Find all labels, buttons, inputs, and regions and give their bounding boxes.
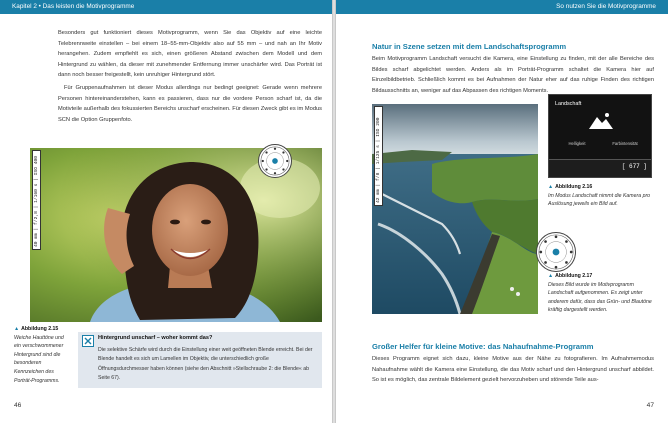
caption-title: ▲ Abbildung 2.17 [548,273,593,279]
caption-text: Weiche Hauttöne und ein verschwommener Hintergrund sind die besonderen Kennzeichen des Porträt-Programms. [14,334,64,384]
paragraph: Für Gruppenaufnahmen ist dieser Modus allerdings nur bedingt geeignet: Gerade wenn mehrere Personen hintereinanderstehen, kann es passieren, dass nur die vordere Person scharf ist, da die Motivteile außerhalb des fokussierten Bereichs unscharf erscheinen. Für diesen Zweck gibt es im Modus SCN die Option Gruppenfoto. [58,84,322,123]
left-body-text [58,28,322,125]
running-head-left: Kapitel 2 • Das leisten die Motivprogramme [0,0,332,14]
right-page [336,0,668,423]
page-number-right: 47 [646,402,654,409]
lcd-shot-count: [ 677 ] [621,163,647,170]
camera-lcd-screen [548,94,652,178]
figure-caption-2-17 [548,272,652,315]
macro-paragraph: Dieses Programm eignet sich dazu, kleine Motive aus der Nähe zu fotografieren. Im Aufnahmemodus Nahaufnahme wählt die Kamera eine Einstellung, die das Motiv scharf und den Hintergrund unscharf abbildet. So ist es möglich, das zentrale Bildelement gezielt hervorzuheben und störende Teile aus- [372,356,654,384]
info-box-text: Die selektive Schärfe wird durch die Einstellung einer weit geöffneten Blende erreicht. Bei der Blende handelt es sich um Lamellen im Objektiv, die unterschiedlich große Öffnungsdurchmesser haben können (siehe den Abschnitt »Stellschraube 2: die Blende« ab Seite 67). [98,347,313,382]
info-tip-icon [82,334,94,346]
caption-title: ▲ Abbildung 2.15 [14,326,59,332]
caption-triangle-icon: ▲ [548,273,554,279]
figure-caption-2-15 [14,325,70,385]
running-head-right: So nutzen Sie die Motivprogramme [336,0,668,14]
landscape-paragraph: Beim Motivprogramm Landschaft versucht die Kamera, eine Einstellung zu finden, mit der alle Bereiche des Bildes scharf abgelichtet werden. Anders als im Porträt-Programm schaltet die Kamera hier auf Einzelbildbetrieb. Schließlich kommt es bei Aufnahmen der Natur eher auf das ruhige Finden des richtigen Bildausschnitts an, weniger auf das Abpassen des richtigen Moments. [372,56,654,94]
paragraph: Besonders gut funktioniert dieses Motivprogramm, wenn Sie das Objektiv auf eine leichte Telebrennweite einstellen – bei einem 18–55-mm-Objektiv also auf 55 mm – und nah an Ihr Motiv herangehen. Zudem empfiehlt es sich, einen größeren Abstand zwischen dem Modell und dem Hintergrund zu wählen, da dieser mit zunehmender Entfernung immer unschärfer wird. Das Porträt ist dann noch besser freigestellt, kein unruhiger Hintergrund stört. [58,30,322,79]
lcd-mode-title: Landschaft [555,101,582,107]
caption-text: Im Modus Landschaft nimmt die Kamera pro Auslösung jeweils ein Bild auf. [548,192,651,208]
section-heading-landscape: Natur in Szene setzen mit dem Landschaftsprogramm [372,42,567,51]
caption-text: Dieses Bild wurde im Motivprogramm Landschaft aufgenommen. Es zeigt unter anderem dafür, dass das Grün- und Blautöne kräftig dargestellt werden. [548,281,652,314]
photo-exif-label: 40 mm | f/2,8 | 1/160 s | ISO 400 [32,150,41,250]
landscape-icon [589,111,613,129]
caption-triangle-icon: ▲ [548,184,554,190]
caption-title: ▲ Abbildung 2.16 [548,184,593,190]
info-box [78,332,322,388]
lcd-option-brightness: Helligkeit [568,141,586,146]
landscape-exif-label: 42 mm | f/8 | 1/125 s | ISO 200 [374,106,383,206]
lcd-option-saturation: Farbintensität [612,141,638,146]
landscape-photo [372,104,538,314]
info-box-title: Hintergrund unscharf – woher kommt das? [98,335,213,341]
caption-triangle-icon: ▲ [14,326,20,332]
mode-dial-icon [536,232,576,272]
section-heading-macro: Großer Helfer für kleine Motive: das Nahaufnahme-Programm [372,342,594,351]
page-number-left: 46 [14,402,22,409]
mode-dial-icon [258,144,292,178]
figure-caption-2-16 [548,183,652,209]
left-page [0,0,332,423]
